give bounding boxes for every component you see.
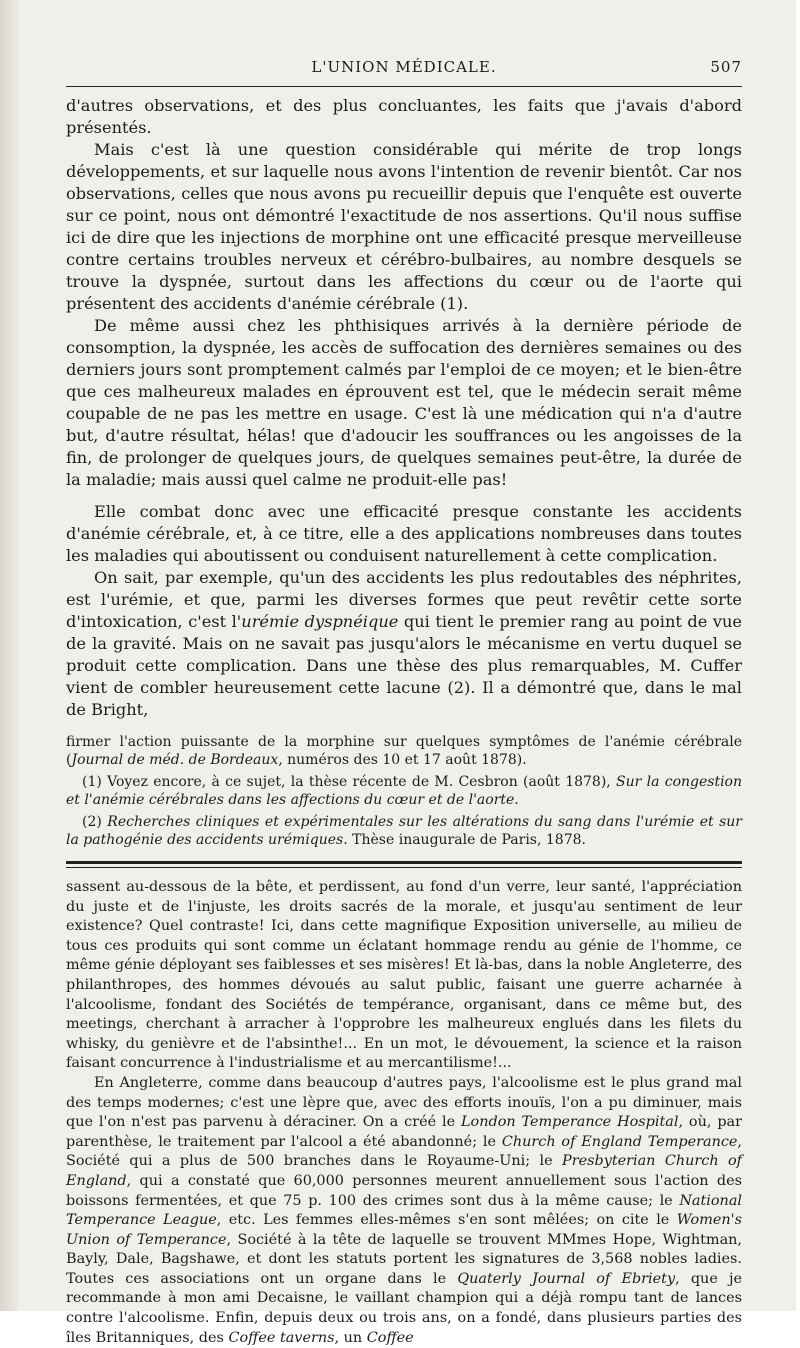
paragraph-contrast: sassent au-dessous de la bête, et perdissent, au fond d'un verre, leur santé, l'appréciation du juste et de l'injuste, les droits sacrés de la morale, et jusqu'au sentiment de leur existence? Quel contraste! Ici, dans cette magnifique Exposition universelle, au milieu de tous ces produits qui sont comme un éclatant hommage rendu au génie de l'homme, ce même génie déployant ses faiblesses et ses misères! Et là-bas, dans la noble Angleterre, des philanthropes, des hommes dévoués au salut public, faisant une guerre acharnée à l'alcoolisme, fondant des Sociétés de tempérance, organisant, dans ce même but, des meetings, cherchant à arracher à l'opprobre les malheureux englués dans les filets du whisky, du genièvre et de l'absinthe!... En un mot, le dévouement, la science et la raison faisant concurrence à l'industrialisme et au mercantilisme!... <box>66 879 742 1072</box>
book-page <box>18 0 796 1346</box>
paragraph-anemia: Elle combat donc avec une efficacité presque constante les accidents d'anémie cérébrale, et, à ce titre, elle a des applications nombreuses dans toutes les maladies qui aboutissent ou conduisent naturellement à cette complication. <box>66 502 742 565</box>
paragraph-england-temperance: En Angleterre, comme dans beaucoup d'autres pays, l'alcoolisme est le plus grand mal des temps modernes; c'est une lèpre que, avec des efforts inouïs, l'on a pu diminuer, mais que l'on n'est pas parvenu à déraciner. On a créé le London Temperance Hospital, où, par parenthèse, le traitement par l'alcool a été abandonné; le Church of England Temperance, Société qui a plus de 500 branches dans le Royaume-Uni; le Presbyterian Church of England, qui a constaté que 60,000 personnes meurent annuellement sous l'action des boissons fermentées, et que 75 p. 100 des crimes sont dus à la même cause; le National Temperance League, etc. Les femmes elles-mêmes s'en sont mêlées; on cite le Women's Union of Temperance, Société à la tête de laquelle se trouvent MMmes Hope, Wightman, Bayly, Dale, Bagshawe, et dont les statuts portent les signatures de 3,568 nobles ladies. Toutes ces associations ont un organe dans le Quaterly Journal of Ebriety, que je recommande à mon ami Decaisne, le vaillant champion qui a déjà rompu tant de lances contre l'alcoolisme. Enfin, depuis deux ou trois ans, on a fondé, dans plusieurs parties des îles Britanniques, des Coffee taverns, un Coffee <box>66 1074 743 1346</box>
footnote-2: (2) Recherches cliniques et expérimentales sur les altérations du sang dans l'urémie et sur la pathogénie des accidents urémiques. Thèse inaugurale de Paris, 1878. <box>66 814 742 848</box>
paragraph-continuation: d'autres observations, et des plus concluantes, les faits que j'avais d'abord présentés. <box>66 96 742 137</box>
footnotes <box>66 733 742 849</box>
page-number: 507 <box>710 58 742 76</box>
footnote-continuation: firmer l'action puissante de la morphine sur quelques symptômes de l'anémie cérébrale (Journal de méd. de Bordeaux, numéros des 10 et 17 août 1878). <box>66 734 742 768</box>
feuilleton-text <box>66 878 742 1348</box>
footnote-1: (1) Voyez encore, à ce sujet, la thèse récente de M. Cesbron (août 1878), Sur la congestion et l'anémie cérébrales dans les affections du cœur et de l'aorte. <box>66 774 742 808</box>
running-header <box>66 58 742 80</box>
book-spine-shadow <box>0 0 18 1311</box>
header-rule <box>66 86 742 87</box>
paragraph-morphine-injections: Mais c'est là une question considérable qui mérite de trop longs développements, et sur laquelle nous avons l'intention de revenir bientôt. Car nos observations, celles que nous avons pu recueillir depuis que l'enquête est ouverte sur ce point, nous ont démontré l'exactitude de nos assertions. Qu'il nous suffise ici de dire que les injections de morphine ont une efficacité presque merveilleuse contre certains troubles nerveux et cérébro-bulbaires, au nombre desquels se trouve la dyspnée, surtout dans les affections du cœur ou de l'aorte qui présentent des accidents d'anémie cérébrale (1). <box>66 140 742 313</box>
page-content <box>66 58 742 1348</box>
main-text <box>66 95 742 721</box>
paragraph-uremia: On sait, par exemple, qu'un des accidents les plus redoutables des néphrites, est l'urémie, et que, parmi les diverses formes que peut revêtir cette sorte d'intoxication, c'est l'urémie dyspnéique qui tient le premier rang au point de vue de la gravité. Mais on ne savait pas jusqu'alors le mécanisme en vertu duquel se produit cette complication. Dans une thèse des plus remarquables, M. Cuffer vient de combler heureusement cette lacune (2). Il a démontré que, dans le mal de Bright, <box>66 568 742 719</box>
section-divider <box>66 861 742 868</box>
paragraph-phthisis: De même aussi chez les phthisiques arrivés à la dernière période de consomption, la dyspnée, les accès de suffocation des dernières semaines ou des derniers jours sont promptement calmés par l'emploi de ce moyen; et le bien-être que ces malheureux malades en éprouvent est tel, que le médecin serait même coupable de ne pas les mettre en usage. C'est là une médication qui n'a d'autre but, d'autre résultat, hélas! que d'adoucir les souffrances ou les angoisses de la fin, de prolonger de quelques jours, de quelques semaines peut-être, la durée de la maladie; mais aussi quel calme ne produit-elle pas! <box>66 316 742 489</box>
journal-title: L'UNION MÉDICALE. <box>311 58 497 76</box>
paragraph-gap <box>66 491 742 501</box>
